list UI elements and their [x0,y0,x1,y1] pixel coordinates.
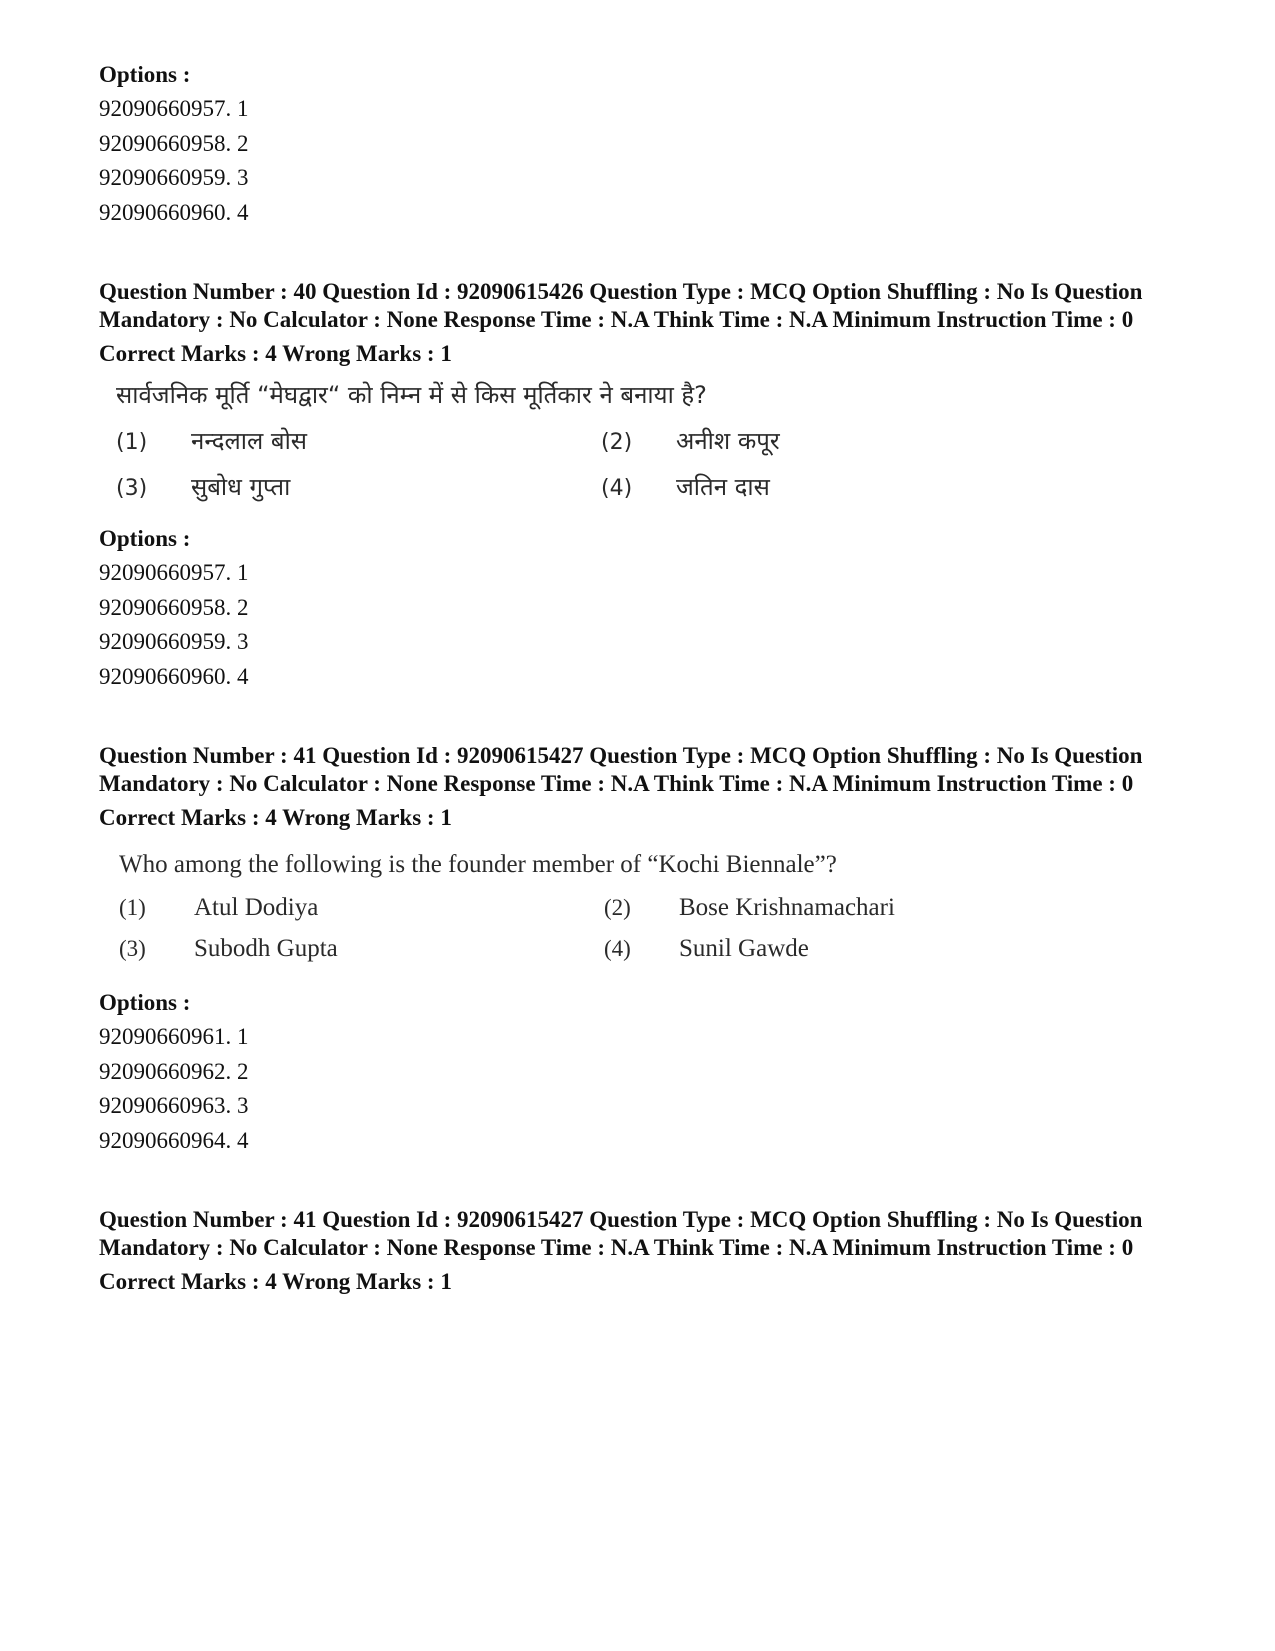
question-header: Question Number : 41 Question Id : 92090615427 Question Type : MCQ Option Shuffling : No Is Question Mandatory : No Calculator : None Response Time : N.A Think Time : N.A Minimum Instruction Time : 0 [99,743,1143,796]
choice-text: Atul Dodiya [194,894,319,921]
options-title: Options : [99,526,191,551]
question-marks: Correct Marks : 4 Wrong Marks : 1 [99,341,452,366]
choice-number: (4) [604,936,631,961]
option-line: 92090660957. 1 [99,96,249,121]
question-header: Question Number : 41 Question Id : 92090615427 Question Type : MCQ Option Shuffling : No Is Question Mandatory : No Calculator : None Response Time : N.A Think Time : N.A Minimum Instruction Time : 0 [99,1207,1143,1260]
answer-choice [99,470,584,516]
answer-choice [584,935,1004,976]
option-line: 92090660960. 4 [99,663,249,689]
option-line: 92090660958. 2 [99,594,249,620]
option-line: 92090660959. 3 [99,165,249,190]
question-body [99,848,1179,976]
answer-choice [99,935,584,976]
question-text: सार्वजनिक मूर्ति “मेघद्वार“ को निम्न में से किस मूर्तिकार ने बनाया है? [116,381,707,409]
question-40 [99,278,1179,694]
choice-number: (1) [116,430,148,455]
question-header: Question Number : 40 Question Id : 92090615426 Question Type : MCQ Option Shuffling : No Is Question Mandatory : No Calculator : None Response Time : N.A Think Time : N.A Minimum Instruction Time : 0 [99,279,1143,332]
answer-choice [99,894,584,935]
question-marks: Correct Marks : 4 Wrong Marks : 1 [99,805,452,830]
choice-text: Bose Krishnamachari [679,894,895,921]
choice-text: नन्दलाल बोस [191,427,308,455]
option-line: 92090660961. 1 [99,1024,249,1049]
choice-text: Subodh Gupta [194,935,338,962]
options-block [99,986,1179,1158]
question-text: Who among the following is the founder member of “Kochi Biennale”? [119,851,837,878]
choice-text: जतिन दास [676,473,770,501]
answer-choice [584,894,1004,935]
option-line: 92090660957. 1 [99,560,249,585]
option-line: 92090660959. 3 [99,629,249,654]
options-block [99,522,1179,694]
page-content [99,58,1179,1296]
option-line: 92090660964. 4 [99,1127,249,1153]
question-41-repeat [99,1206,1179,1296]
option-line: 92090660963. 3 [99,1093,249,1118]
option-line: 92090660960. 4 [99,199,249,225]
option-line: 92090660958. 2 [99,130,249,156]
choice-text: सुबोध गुप्ता [191,473,291,501]
choice-number: (3) [119,936,146,961]
options-title: Options : [99,990,191,1015]
options-title: Options : [99,62,191,87]
option-line: 92090660962. 2 [99,1058,249,1084]
question-41 [99,742,1179,1158]
answer-choices [99,894,1179,976]
choice-number: (2) [604,895,631,920]
answer-choice [584,470,1004,516]
question-marks: Correct Marks : 4 Wrong Marks : 1 [99,1269,452,1294]
choice-number: (3) [116,476,148,501]
choice-text: Sunil Gawde [679,935,809,962]
options-block-top [99,58,1179,230]
question-body [99,378,1179,516]
choice-text: अनीश कपूर [676,427,780,455]
choice-number: (2) [601,430,633,455]
answer-choice [584,424,1004,470]
answer-choice [99,424,584,470]
answer-choices [99,424,1179,516]
choice-number: (4) [601,476,633,501]
choice-number: (1) [119,895,146,920]
